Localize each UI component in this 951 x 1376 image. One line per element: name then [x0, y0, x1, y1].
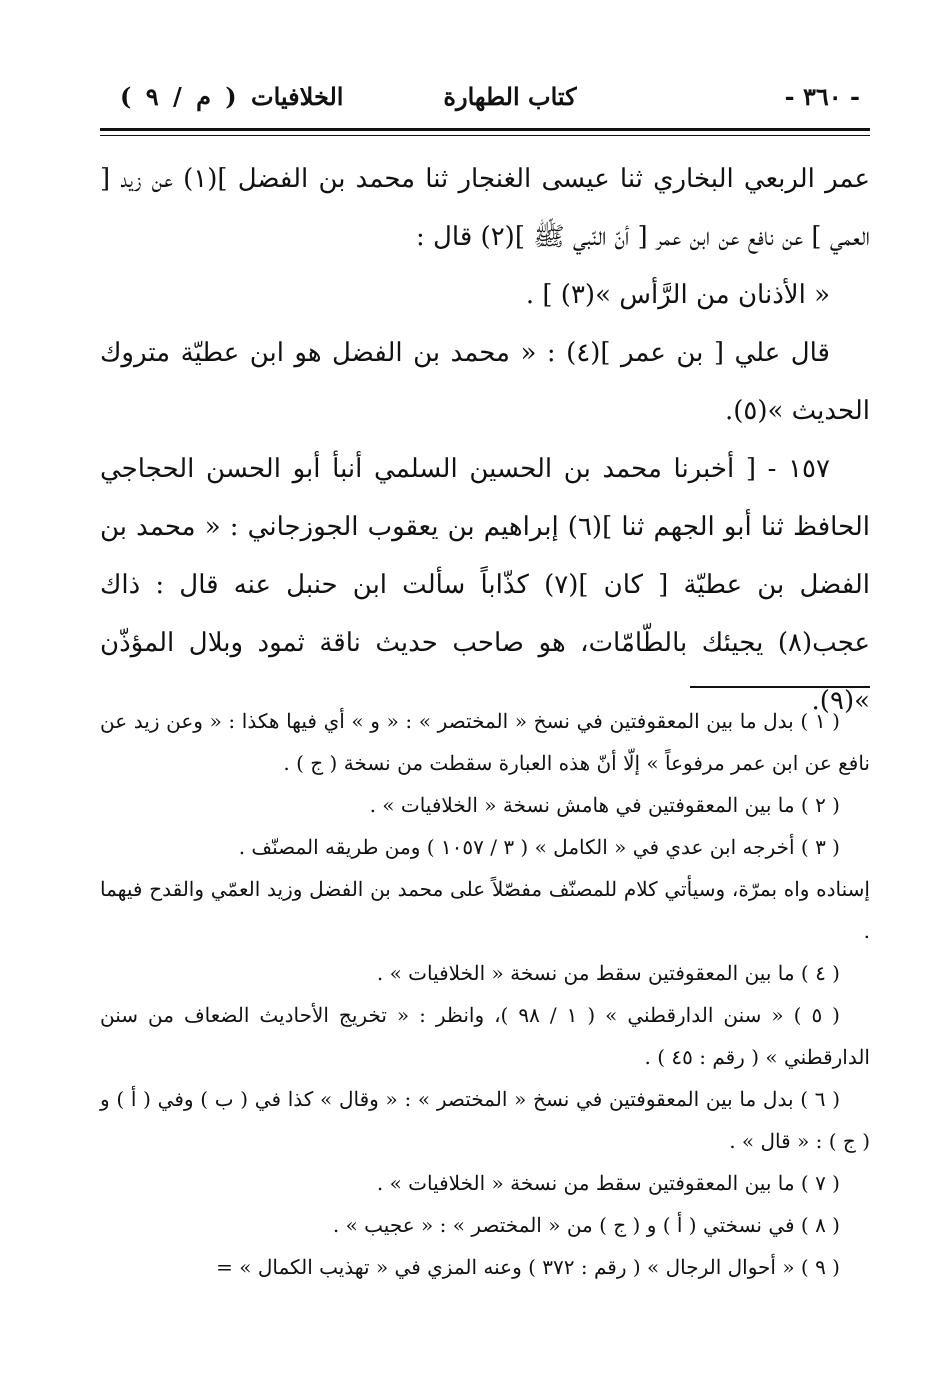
main-text [100, 150, 870, 730]
page-header [100, 76, 870, 116]
footnote: ( ٢ ) ما بين المعقوفتين في هامش نسخة « الخلافيات » . [369, 793, 840, 817]
main-paragraph: قال علي [ بن عمر ](٤) : « محمد بن الفضل هو ابن عطيّة متروك الحديث »(٥). [100, 338, 870, 426]
header-rule [100, 128, 870, 136]
main-paragraph: عمر الربعي البخاري ثنا عيسى الغنجار ثنا محمد بن الفضل ](١) عن زيد [ العمي ] عن نافع عن ابن عمر [ أنّ النّبي ﷺ ](٢) قال : [100, 164, 870, 252]
footnote: ( ٤ ) ما بين المعقوفتين سقط من نسخة « الخلافيات » . [376, 961, 840, 985]
footnote: ( ١ ) بدل ما بين المعقوفتين في نسخ « المختصر » : « و » أي فيها هكذا : « وعن زيد عن نافع عن ابن عمر مرفوعاً » إلّا أنّ هذه العبارة سقطت من نسخة ( ج ) . [100, 709, 870, 775]
footnote: ( ٣ ) أخرجه ابن عدي في « الكامل » ( ٣ / ١٠٥٧ ) ومن طريقه المصنّف . [238, 835, 840, 859]
footnote: ( ٦ ) بدل ما بين المعقوفتين في نسخ « المختصر » : « وقال » كذا في ( ب ) وفي ( أ ) و ( ج ) : « قال » . [100, 1087, 870, 1153]
book-title: كتاب الطهارة [443, 82, 577, 111]
footnote: ( ٧ ) ما بين المعقوفتين سقط من نسخة « الخلافيات » . [376, 1171, 840, 1195]
footnote-continuation: إسناده واه بمرّة، وسيأتي كلام للمصنّف مفصّلاً على محمد بن الفضل وزيد العمّي والقدح فيهما . [100, 877, 870, 943]
footnote: ( ٨ ) في نسختي ( أ ) و ( ج ) من « المختصر » : « عجيب » . [332, 1213, 840, 1237]
page-number: - ٣٦٠ - [784, 82, 860, 111]
running-title: الخلافيات ( م / ٩ ) [120, 82, 344, 111]
footnotes [100, 700, 870, 1288]
footnote: ( ٩ ) « أحوال الرجال » ( رقم : ٣٧٢ ) وعنه المزي في « تهذيب الكمال » = [216, 1255, 840, 1279]
footnote: ( ٥ ) « سنن الدارقطني » ( ١ / ٩٨ )، وانظر : « تخريج الأحاديث الضعاف من سنن الدارقطني » ( رقم : ٤٥ ) . [100, 1003, 870, 1069]
main-paragraph: ١٥٧ - [ أخبرنا محمد بن الحسين السلمي أنبأ أبو الحسن الحجاجي الحافظ ثنا أبو الجهم ثنا ](٦) إبراهيم بن يعقوب الجوزجاني : « محمد بن الفضل بن عطيّة [ كان ](٧) كذّاباً سألت ابن حنبل عنه قال : ذاك عجب(٨) يجيئك بالطّامّات، هو صاحب حديث ناقة ثمود وبلال المؤذّن »(٩). [100, 454, 871, 716]
main-paragraph: « الأذنان من الرَّأس »(٣) ] . [525, 280, 830, 310]
footnote-separator [690, 686, 870, 688]
